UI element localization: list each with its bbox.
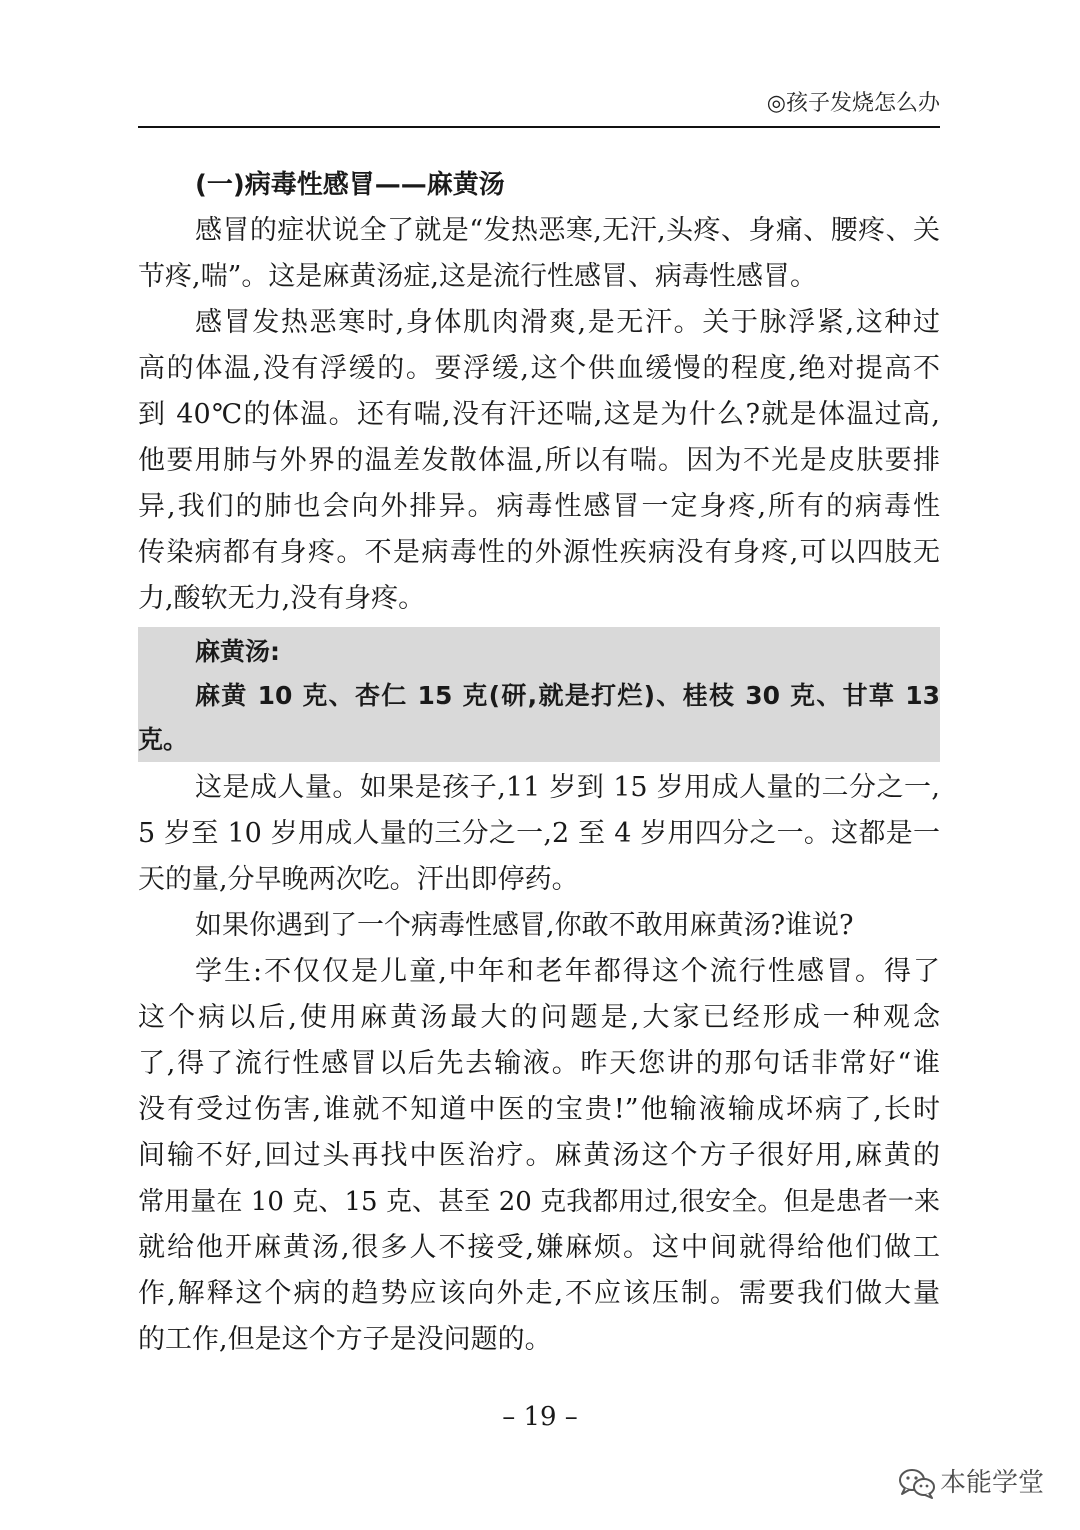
text-line: 作,解释这个病的趋势应该向外走,不应该压制。需要我们做大量 (138, 1278, 940, 1309)
student-paragraph (138, 949, 940, 1363)
text-line: 到 40℃的体温。还有喘,没有汗还喘,这是为什么?就是体温过高, (138, 399, 940, 430)
text-line: 常用量在 10 克、15 克、甚至 20 克我都用过,很安全。但是患者一来 (138, 1187, 940, 1217)
text-line: 间输不好,回过头再找中医治疗。麻黄汤这个方子很好用,麻黄的 (138, 1140, 940, 1171)
prescription-line: 克。 (138, 725, 189, 754)
text-line: 他要用肺与外界的温差发散体温,所以有喘。因为不光是皮肤要排 (138, 445, 940, 476)
text-line: 这个病以后,使用麻黄汤最大的问题是,大家已经形成一种观念 (138, 1002, 940, 1033)
text-line: 学生:不仅仅是儿童,中年和老年都得这个流行性感冒。得了 (195, 956, 940, 987)
paragraph (138, 300, 940, 622)
watermark-text: 本能学堂 (940, 1468, 1045, 1498)
text-line: 感冒发热恶寒时,身体肌肉滑爽,是无汗。关于脉浮紧,这种过 (195, 307, 940, 338)
text-line: 天的量,分早晚两次吃。汗出即停药。 (138, 864, 579, 895)
header-rule (138, 126, 940, 128)
text-line: 如果你遇到了一个病毒性感冒,你敢不敢用麻黄汤?谁说? (195, 910, 854, 941)
wechat-icon (898, 1467, 936, 1499)
text-line: 没有受过伤害,谁就不知道中医的宝贵!”他输液输成坏病了,长时 (138, 1094, 940, 1125)
prescription-line: 麻黄 10 克、杏仁 15 克(研,就是打烂)、桂枝 30 克、甘草 13 (195, 681, 940, 710)
text-line: 高的体温,没有浮缓的。要浮缓,这个供血缓慢的程度,绝对提高不 (138, 353, 940, 384)
text-line: 力,酸软无力,没有身疼。 (138, 583, 426, 614)
text-line: 感冒的症状说全了就是“发热恶寒,无汗,头疼、身痛、腰疼、关 (195, 215, 940, 246)
text-line: 了,得了流行性感冒以后先去输液。昨天您讲的那句话非常好“谁 (138, 1048, 940, 1079)
prescription-title: 麻黄汤: (195, 637, 280, 666)
paragraph (138, 208, 940, 300)
page-number: – 19 – (502, 1402, 578, 1432)
text-line: 节疼,喘”。这是麻黄汤症,这是流行性感冒、病毒性感冒。 (138, 261, 817, 292)
paragraph (138, 765, 940, 903)
page-content (138, 162, 940, 1363)
running-title: ◎孩子发烧怎么办 (766, 91, 940, 116)
text-line: 这是成人量。如果是孩子,11 岁到 15 岁用成人量的二分之一, (195, 772, 940, 803)
text-line: 5 岁至 10 岁用成人量的三分之一,2 至 4 岁用四分之一。这都是一 (138, 818, 940, 849)
text-line: 就给他开麻黄汤,很多人不接受,嫌麻烦。这中间就得给他们做工 (138, 1232, 940, 1263)
text-line: 异,我们的肺也会向外排异。病毒性感冒一定身疼,所有的病毒性 (138, 491, 940, 522)
section-heading: (一)病毒性感冒——麻黄汤 (195, 170, 505, 200)
paragraph (138, 903, 940, 949)
prescription-box (138, 627, 940, 762)
text-line: 的工作,但是这个方子是没问题的。 (138, 1324, 552, 1355)
text-line: 传染病都有身疼。不是病毒性的外源性疾病没有身疼,可以四肢无 (138, 537, 940, 568)
